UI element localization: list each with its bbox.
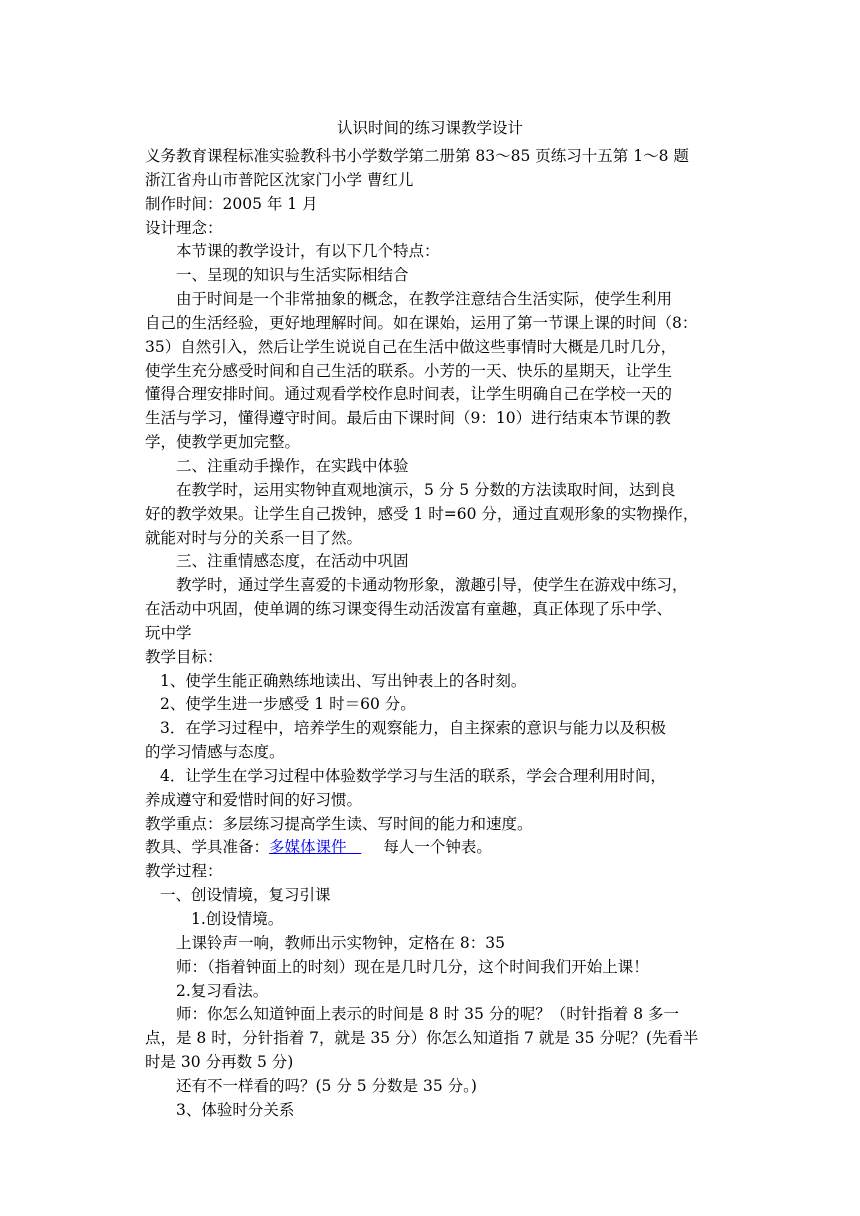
paragraph-line: 生活与学习，懂得遵守时间。最后由下课时间（9：10）进行结束本节课的教 xyxy=(145,409,671,428)
paragraph-line: 上课铃声一响，教师出示实物钟，定格在 8：35 xyxy=(176,933,506,952)
step-item: 1.创设情境。 xyxy=(191,910,284,928)
paragraph-line: 自己的生活经验，更好地理解时间。如在课始，运用了第一节课上课的时间（8： xyxy=(145,313,698,332)
paragraph-line: 教学时，通过学生喜爱的卡通动物形象，激趣引导，使学生在游戏中练习， xyxy=(176,576,688,595)
goal-item: 2、使学生进一步感受 1 时＝60 分。 xyxy=(160,695,416,714)
section-heading-teaching-goals: 教学目标： xyxy=(145,647,223,666)
paragraph-line: 还有不一样看的吗？(5 分 5 分数是 35 分。) xyxy=(176,1076,477,1095)
goal-item: 3．在学习过程中，培养学生的观察能力，自主探索的意识与能力以及积极 xyxy=(160,719,666,738)
paragraph-line: 在活动中巩固，使单调的练习课变得生动活泼富有童趣，真正体现了乐中学、 xyxy=(145,600,673,619)
document-body xyxy=(145,145,735,1123)
paragraph-line: 玩中学 xyxy=(145,623,192,642)
paragraph-line: 由于时间是一个非常抽象的概念，在教学注意结合生活实际，使学生利用 xyxy=(176,290,673,309)
paragraph-line: 懂得合理安排时间。通过观看学校作息时间表，让学生明确自己在学校一天的 xyxy=(145,385,673,404)
paragraph-line: 点，是 8 时，分针指着 7，就是 35 分）你怎么知道指 7 就是 35 分呢？(先看半 xyxy=(145,1029,699,1048)
section-heading-teaching-process: 教学过程： xyxy=(145,862,223,881)
textbook-source-line: 义务教育课程标准实验教科书小学数学第二册第 83～85 页练习十五第 1～8 题 xyxy=(145,147,689,165)
goal-item: 1、使学生能正确熟练地读出、写出钟表上的各时刻。 xyxy=(160,671,527,690)
section-heading-design-concept: 设计理念： xyxy=(145,218,223,237)
paragraph-line: 师：（指着钟面上的时刻）现在是几时几分，这个时间我们开始上课！ xyxy=(176,957,649,976)
link-underline-spacer xyxy=(347,838,362,856)
subheading-two: 二、注重动手操作，在实践中体验 xyxy=(176,456,409,475)
step-heading-one: 一、创设情境，复习引课 xyxy=(160,886,331,905)
author-line: 浙江省舟山市普陀区沈家门小学 曹红儿 xyxy=(145,170,414,189)
goal-item-continued: 养成遵守和爱惜时间的好习惯。 xyxy=(145,790,363,809)
date-line: 制作时间：2005 年 1 月 xyxy=(145,194,318,213)
paragraph-line: 使学生充分感受时间和自己生活的联系。小芳的一天、快乐的星期天，让学生 xyxy=(145,361,673,380)
paragraph-line: 好的教学效果。让学生自己拨钟，感受 1 时=60 分，通过直观形象的实物操作， xyxy=(145,504,699,523)
step-item: 3、体验时分关系 xyxy=(176,1100,295,1119)
teaching-tools-label: 教具、学具准备： xyxy=(145,838,270,857)
goal-item: 4．让学生在学习过程中体验数学学习与生活的联系，学会合理利用时间， xyxy=(160,766,666,785)
paragraph-line: 时是 30 分再数 5 分) xyxy=(145,1053,294,1072)
document-title: 认识时间的练习课教学设计 xyxy=(336,119,523,137)
goal-item-continued: 的学习情感与态度。 xyxy=(145,743,285,762)
paragraph-line: 师：你怎么知道钟面上表示的时间是 8 时 35 分的呢？（时针指着 8 多一 xyxy=(176,1005,680,1024)
teaching-tools-rest: 每人一个钟表。 xyxy=(383,838,492,857)
multimedia-courseware-link[interactable]: 多媒体课件 xyxy=(269,838,347,857)
paragraph-line: 在教学时，运用实物钟直观地演示，5 分 5 分数的方法读取时间，达到良 xyxy=(176,480,676,499)
paragraph-line: 35）自然引入，然后让学生说说自己在生活中做这些事情时大概是几时几分， xyxy=(145,337,677,356)
paragraph-line: 本节课的教学设计，有以下几个特点： xyxy=(176,242,440,261)
subheading-three: 三、注重情感态度，在活动中巩固 xyxy=(176,552,409,571)
paragraph-line: 就能对时与分的关系一目了然。 xyxy=(145,528,363,547)
subheading-one: 一、呈现的知识与生活实际相结合 xyxy=(176,266,409,285)
teaching-tools-line xyxy=(145,836,735,860)
key-points-line: 教学重点：多层练习提高学生读、写时间的能力和速度。 xyxy=(145,814,533,833)
paragraph-line: 学，使教学更加完整。 xyxy=(145,433,301,452)
step-item: 2.复习看法。 xyxy=(176,981,269,1000)
